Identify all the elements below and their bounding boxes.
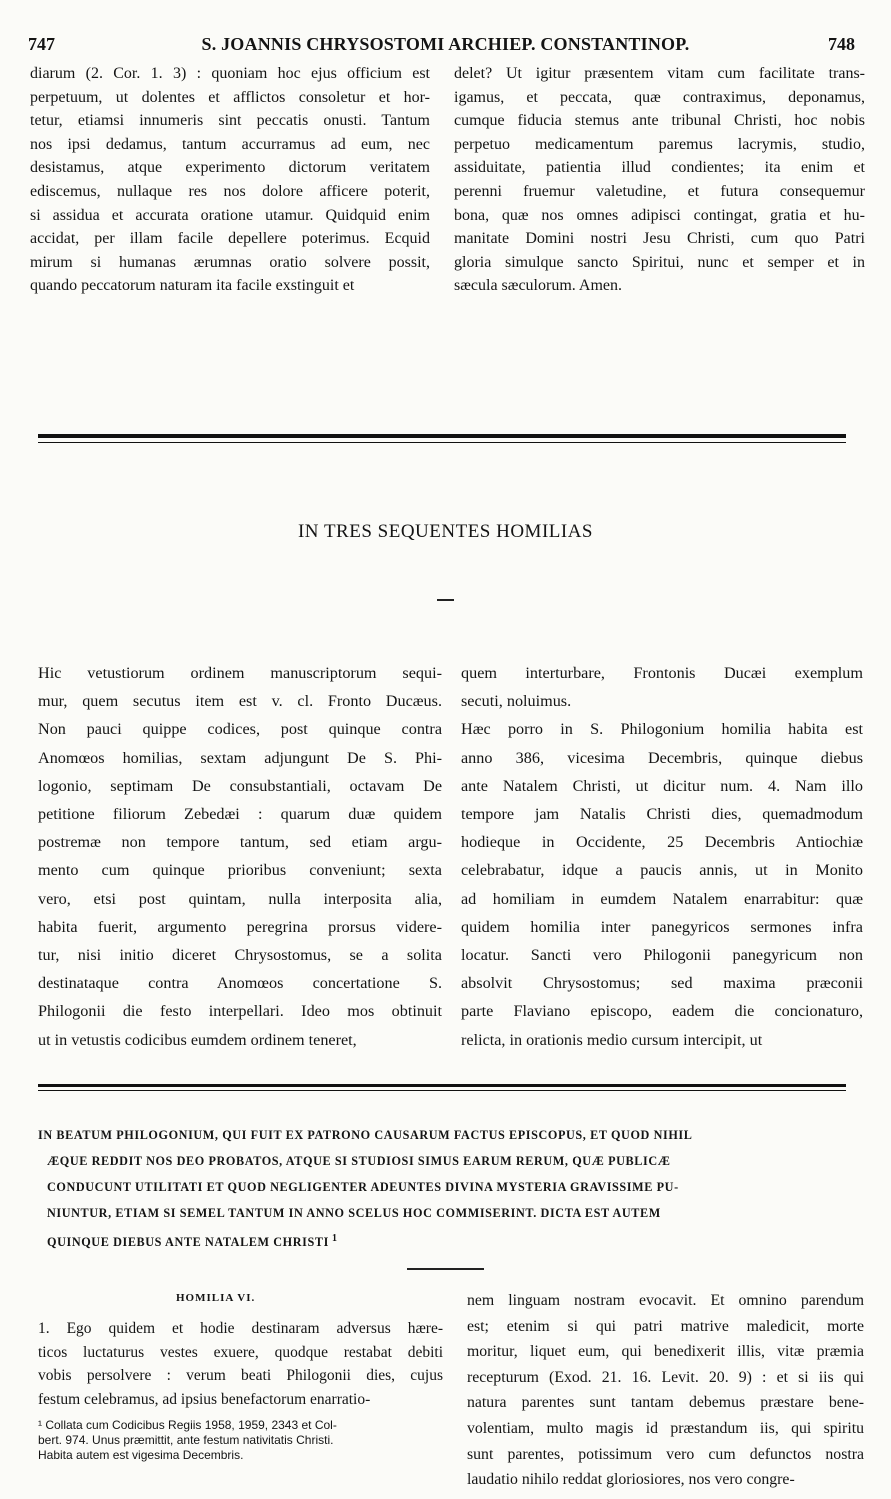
text-line: igamus, et peccata, quæ contraximus, deponamus, xyxy=(454,88,865,106)
text-line: delet? Ut igitur præsentem vitam cum facilitate trans- xyxy=(454,65,865,82)
text-line: vobis persolvere : verum beati Philogonii dies, cujus xyxy=(38,1367,443,1384)
top-right-column xyxy=(454,62,865,298)
text-line: accidat, per illam facile depellere poterimus. Ecquid xyxy=(30,230,430,248)
heading-line-text: IN BEATUM PHILOGONIUM, QUI FUIT EX PATRONO CAUSARUM FACTUS EPISCOPUS, ET QUOD NIHIL xyxy=(38,1128,693,1142)
text-line: Hic vetustiorum ordinem manuscriptorum sequi- xyxy=(38,664,442,682)
footnote-marker: 1 xyxy=(328,1233,338,1244)
text-line: logonio, septimam De consubstantiali, octavam De xyxy=(38,776,442,795)
text-line: festum celebramus, ad ipsius benefactorum enarratio- xyxy=(38,1390,371,1408)
heading-line-text: NIUNTUR, ETIAM SI SEMEL TANTUM IN ANNO SCELUS HOC COMMISERINT. DICTA EST AUTEM xyxy=(47,1206,661,1220)
text-line: quidem homilia inter panegyricos sermones infra xyxy=(461,917,863,936)
text-line: mirum si humanas ærumnas oratio solvere possit, xyxy=(30,253,430,271)
homily-rule-thick xyxy=(38,1084,846,1087)
text-line: petitione filiorum Zebedæi : quarum duæ quidem xyxy=(38,805,442,824)
text-line: desistamus, atque experimento dictorum veritatem xyxy=(30,159,430,177)
text-line: natura parentes sunt tantam debemus præstare bene- xyxy=(467,1394,864,1412)
text-line: tempore jam Natalis Christi dies, quemadmodum xyxy=(461,805,863,824)
text-line: recepturum (Exod. 21. 16. Levit. 20. 9) : et si iis qui xyxy=(467,1368,864,1386)
text-line: bona, quæ nos omnes adipisci contingat, gratia et hu- xyxy=(454,206,865,224)
text-line: postremæ non tempore tantum, sed etiam argu- xyxy=(38,833,442,852)
text-line: absolvit Chrysostomus; sed maxima præconii xyxy=(461,974,863,993)
page-number-right: 748 xyxy=(828,34,855,54)
text-line: locatur. Sancti vero Philogonii panegyricum non xyxy=(461,946,863,965)
text-line: volentiam, multo magis id præstandum iis, qui spiritu xyxy=(467,1419,864,1437)
top-left-column xyxy=(30,62,430,298)
text-line: perpetuum, ut dolentes et afflictos consoletur et hor- xyxy=(30,88,430,106)
homily-rule-thin xyxy=(38,1090,846,1091)
text-line: diarum (2. Cor. 1. 3) : quoniam hoc ejus officium est xyxy=(30,65,430,82)
monitum-right-column xyxy=(461,659,863,1054)
text-line: mur, quem secutus item est v. cl. Fronto Ducæus. xyxy=(38,692,442,711)
text-line: est; etenim si qui patri matrive maledicit, morte xyxy=(467,1317,864,1335)
text-line: moritur, liquet eum, qui benedixerit illis, vitæ præmia xyxy=(467,1343,864,1361)
text-line: ediscemus, nullaque res nos dolore afficere poterit, xyxy=(30,182,430,200)
page-number-left: 747 xyxy=(28,34,55,54)
homily-body-left-column xyxy=(38,1317,443,1411)
text-line: cumque fiducia stemus ante tribunal Christi, hoc nobis xyxy=(454,112,865,130)
text-line: ante Natalem Christi, ut dicitur num. 4. Nam illo xyxy=(461,776,863,795)
heading-line xyxy=(38,1122,866,1148)
heading-line xyxy=(38,1174,866,1200)
monitum-left-column xyxy=(38,659,442,1054)
text-line: ticos luctaturus vestes exuere, quodque restabat debiti xyxy=(38,1343,443,1361)
heading-line xyxy=(38,1200,866,1226)
text-line: perenni fruemur valetudine, et futura consequemur xyxy=(454,182,865,200)
heading-line xyxy=(38,1226,866,1255)
text-line: laudatio nihilo reddat gloriosiores, nos vero congre- xyxy=(467,1471,795,1489)
text-line: secuti, noluimus. xyxy=(461,692,572,711)
text-line: Non pauci quippe codices, post quinque contra xyxy=(38,720,442,739)
text-line: hodieque in Occidente, 25 Decembris Antiochiæ xyxy=(461,833,863,852)
text-line: tur, nisi initio diceret Chrysostomus, se a solita xyxy=(38,946,442,965)
text-line: Hæc porro in S. Philogonium homilia habita est xyxy=(461,720,863,739)
text-line: celebrabatur, idque a paucis annis, ut in Monito xyxy=(461,861,863,880)
text-line: nos ipsi dedamus, tantum accurramus ad eum, nec xyxy=(30,135,430,153)
text-line: anno 386, vicesima Decembris, quinque diebus xyxy=(461,748,863,767)
running-title: S. JOANNIS CHRYSOSTOMI ARCHIEP. CONSTANTINOP. xyxy=(201,34,690,54)
footnote-line: ¹ Collata cum Codicibus Regiis 1958, 1959, 2343 et Col- xyxy=(38,1418,337,1432)
heading-line xyxy=(38,1148,866,1174)
section-title: IN TRES SEQUENTES HOMILIAS xyxy=(297,521,593,542)
text-line: gloria simulque sancto Spiritui, nunc et semper et in xyxy=(454,253,865,271)
footnote xyxy=(38,1418,446,1463)
text-line: Anomœos homilias, sextam adjungunt De S. Phi- xyxy=(38,748,442,767)
text-line: parte Flaviano episcopo, eadem die concionaturo, xyxy=(461,1002,863,1021)
text-line: si assidua et accurata oratione utamur. Quidquid enim xyxy=(30,206,430,224)
footnote-line: bert. 974. Unus præmittit, ante festum nativitatis Christi. xyxy=(38,1433,334,1447)
title-dash xyxy=(437,599,454,601)
homily-heading xyxy=(38,1122,866,1255)
footnote-line: Habita autem est vigesima Decembris. xyxy=(38,1448,244,1462)
text-line: destinataque contra Anomœos concertatione S. xyxy=(38,974,442,993)
text-line: quem interturbare, Frontonis Ducæi exemplum xyxy=(461,664,863,682)
heading-line-text: CONDUCUNT UTILITATI ET QUOD NEGLIGENTER ADEUNTES DIVINA MYSTERIA GRAVISSIME PU- xyxy=(47,1180,679,1194)
text-line: 1. Ego quidem et hodie destinaram adversus hære- xyxy=(38,1320,443,1337)
text-line: sæcula sæculorum. Amen. xyxy=(454,277,622,295)
section-rule-thick xyxy=(38,434,846,438)
text-line: sunt parentes, potissimum vero cum defunctos nostra xyxy=(467,1445,864,1463)
text-line: habita fuerit, argumento peregrina prorsus videre- xyxy=(38,917,442,936)
text-line: manitate Domini nostri Jesu Christi, cum quo Patri xyxy=(454,230,865,248)
text-line: mento cum quinque prioribus conveniunt; sexta xyxy=(38,861,442,880)
text-line: Philogonii die festo interpellari. Ideo mos obtinuit xyxy=(38,1002,442,1021)
text-line: perpetuo medicamentum paremus lacrymis, studio, xyxy=(454,135,865,153)
heading-line-text: QUINQUE DIEBUS ANTE NATALEM CHRISTI xyxy=(47,1235,329,1250)
text-line: tetur, etiamsi innumeris sint peccatis onusti. Tantum xyxy=(30,112,430,130)
heading-line-text: ÆQUE REDDIT NOS DEO PROBATOS, ATQUE SI STUDIOSI SIMUS EARUM RERUM, QUÆ PUBLICÆ xyxy=(47,1154,671,1168)
running-header xyxy=(28,34,863,56)
text-line: ut in vetustis codicibus eumdem ordinem teneret, xyxy=(38,1030,357,1049)
section-rule-thin xyxy=(38,442,846,443)
text-line: nem linguam nostram evocavit. Et omnino parendum xyxy=(467,1292,864,1309)
text-line: quando peccatorum naturam ita facile exstinguit et xyxy=(30,277,355,295)
homily-label: HOMILIA VI. xyxy=(176,1292,256,1304)
heading-short-rule xyxy=(407,1268,484,1270)
text-line: ad homiliam in eumdem Natalem enarrabitur: quæ xyxy=(461,889,863,908)
text-line: vero, etsi post quintam, nulla interposita alia, xyxy=(38,889,442,908)
text-line: assiduitate, patientia illud condientes; ita enim et xyxy=(454,159,865,177)
text-line: relicta, in orationis medio cursum intercipit, ut xyxy=(461,1030,763,1049)
homily-body-right-column xyxy=(467,1288,864,1493)
